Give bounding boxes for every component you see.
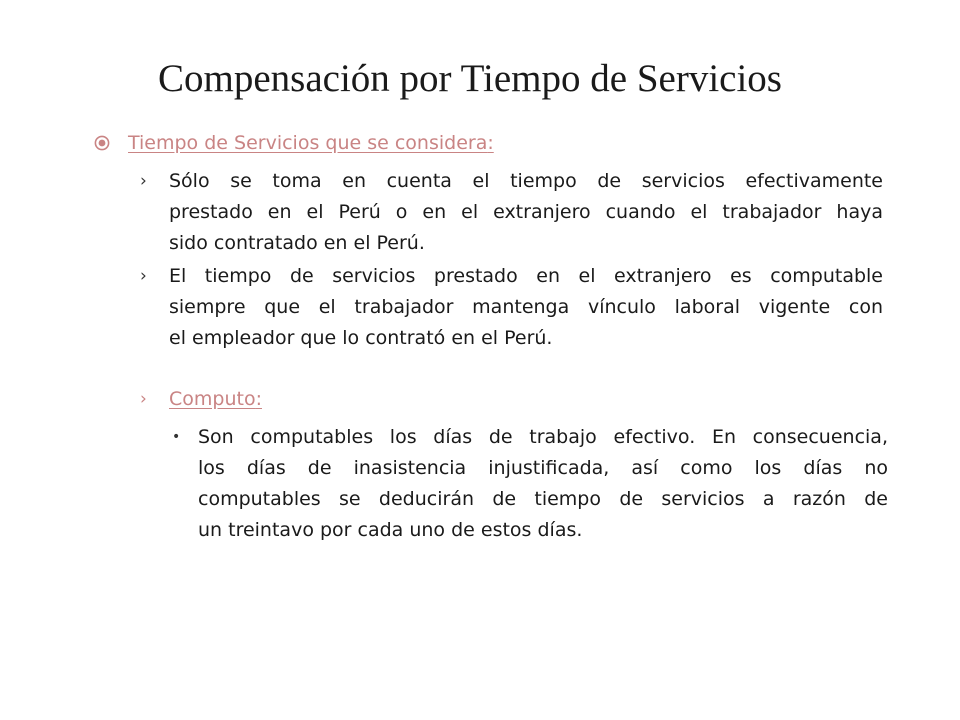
text-line: El tiempo de servicios prestado en el extranjero es computable xyxy=(169,265,883,287)
text-line: un treintavo por cada uno de estos días. xyxy=(198,519,583,541)
text-line: los días de inasistencia injustificada, así como los días no xyxy=(198,457,888,479)
target-bullet-icon xyxy=(94,135,110,151)
chevron-right-icon: › xyxy=(140,389,147,409)
subheading-label: Computo: xyxy=(169,388,262,410)
text-line: prestado en el Perú o en el extranjero cuando el trabajador haya xyxy=(169,201,883,223)
text-line: el empleador que lo contrató en el Perú. xyxy=(169,327,553,349)
chevron-right-icon: › xyxy=(140,266,147,286)
dot-bullet-icon: • xyxy=(172,429,181,445)
text-line: Son computables los días de trabajo efectivo. En consecuencia, xyxy=(198,426,888,448)
text-line: Sólo se toma en cuenta el tiempo de servicios efectivamente xyxy=(169,170,883,192)
heading-label: Tiempo de Servicios que se considera: xyxy=(128,132,494,154)
text-line: siempre que el trabajador mantenga vínculo laboral vigente con xyxy=(169,296,883,318)
slide-title: Compensación por Tiempo de Servicios xyxy=(158,57,782,100)
text-line: sido contratado en el Perú. xyxy=(169,232,425,254)
chevron-right-icon: › xyxy=(140,171,147,191)
text-line: computables se deducirán de tiempo de servicios a razón de xyxy=(198,488,888,510)
